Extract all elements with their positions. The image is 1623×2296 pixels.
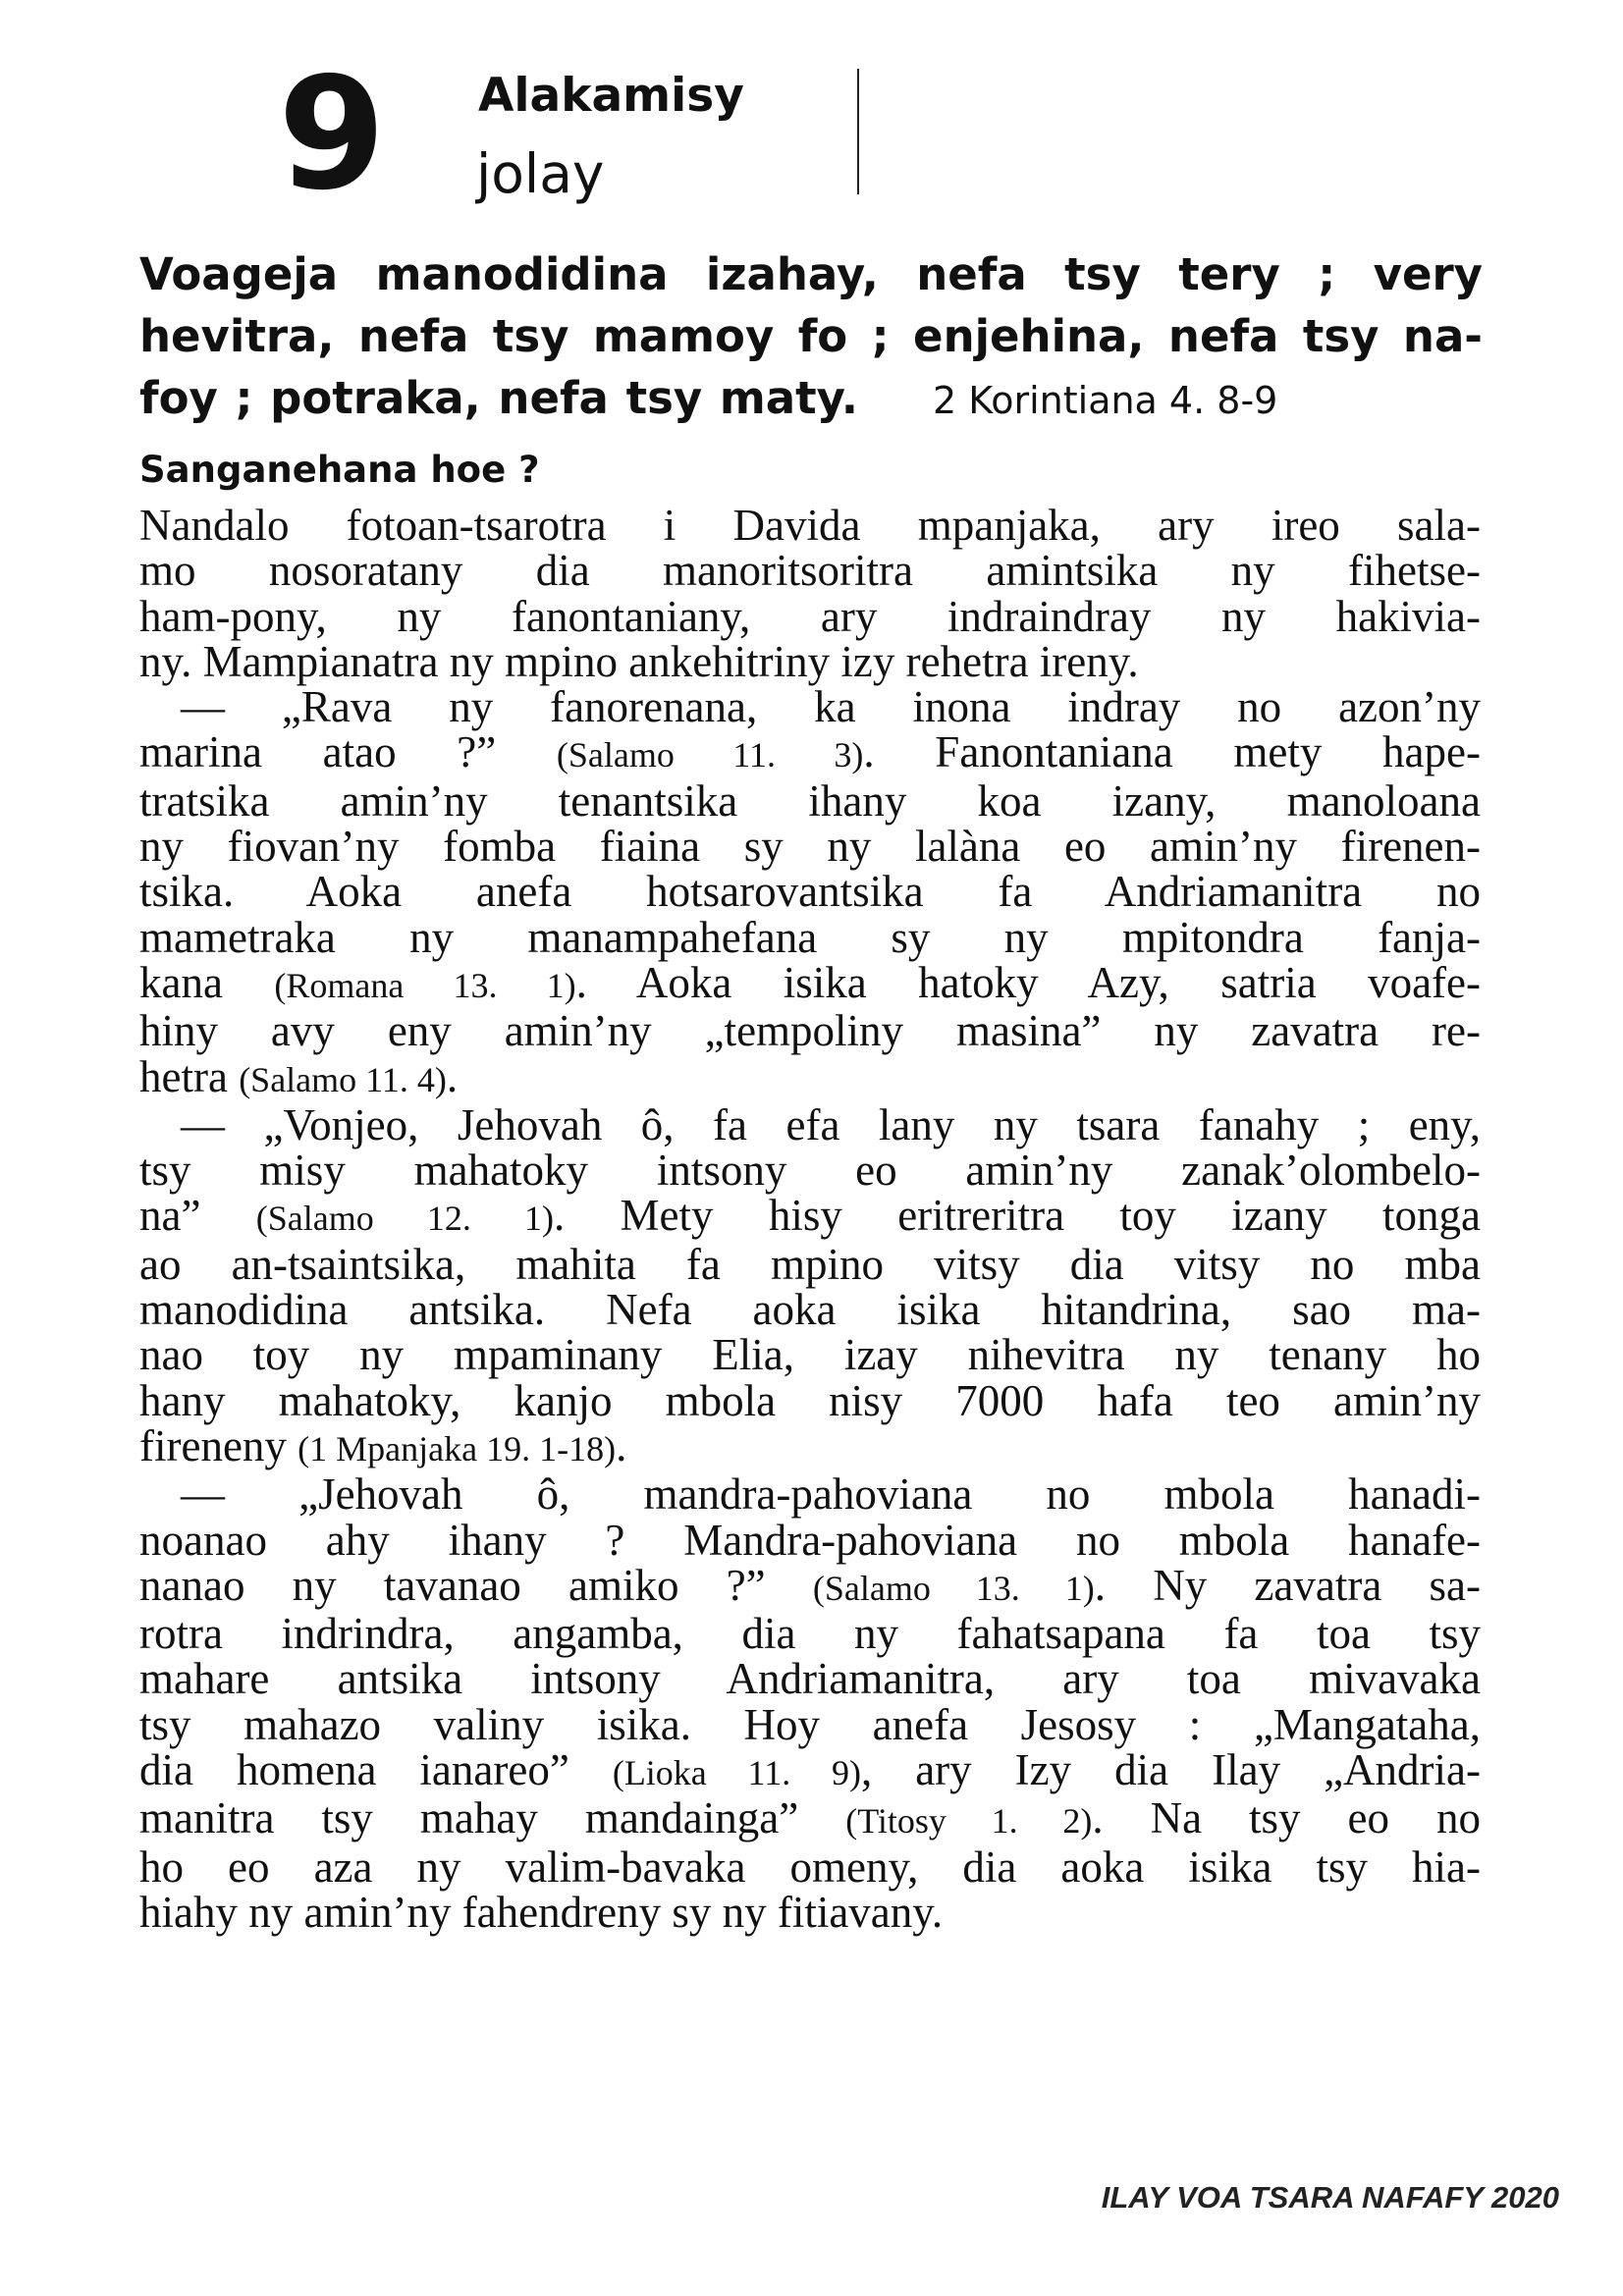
verse-line: hevitra, nefa tsy mamoy fo ; enjehina, nefa tsy na- (139, 310, 1483, 362)
body-line: hetra (Salamo 11. 4). (139, 1051, 459, 1101)
body-line: hiahy ny amin’ny fahendreny sy ny fitiavany. (139, 1887, 944, 1937)
verse-line: Voageja manodidina izahay, nefa tsy tery ; very (139, 248, 1483, 300)
scripture-reference: (Lioka 11. 9) (612, 1753, 861, 1793)
verse-block (139, 243, 1483, 429)
verse-reference: 2 Korintiana 4. 8-9 (932, 379, 1278, 422)
body-line: nanao ny tavanao amiko ?” (Salamo 13. 1). Ny zavatra sa- (139, 1560, 1481, 1610)
weekday-title: Alakamisy (478, 69, 744, 123)
body-line: tratsika amin’ny tenantsika ihany koa izany, manoloana (139, 775, 1481, 826)
body-line: ho eo aza ny valim-bavaka omeny, dia aoka isika tsy hia- (139, 1842, 1481, 1892)
scripture-reference: (1 Mpanjaka 19. 1-18) (298, 1428, 617, 1468)
verse-line (139, 367, 1483, 429)
body-line: manodidina antsika. Nefa aoka isika hitandrina, sao ma- (139, 1285, 1481, 1335)
body-line: hany mahatoky, kanjo mbola nisy 7000 hafa teo amin’ny (139, 1375, 1481, 1425)
publication-footer: ILAY VOA TSARA NAFAFY 2020 (1101, 2180, 1559, 2215)
body-line: marina atao ?” (Salamo 11. 3). Fanontaniana mety hape- (139, 727, 1481, 777)
scripture-reference: (Salamo 13. 1) (812, 1568, 1095, 1608)
body-line: ny. Mampianatra ny mpino ankehitriny izy rehetra ireny. (139, 636, 1139, 686)
scripture-reference: (Romana 13. 1) (274, 965, 576, 1005)
body-line: manitra tsy mahay mandainga” (Titosy 1. 2). Na tsy eo no (139, 1793, 1481, 1843)
body-line: tsika. Aoka anefa hotsarovantsika fa Andriamanitra no (139, 867, 1481, 917)
header-divider (857, 69, 859, 194)
body-text (139, 503, 1481, 1935)
day-number: 9 (278, 44, 384, 225)
body-line: fireneny (1 Mpanjaka 19. 1-18). (139, 1420, 627, 1470)
body-line: kana (Romana 13. 1). Aoka isika hatoky Azy, satria voafe- (139, 957, 1481, 1007)
scripture-reference: (Salamo 11. 4) (239, 1059, 447, 1099)
body-line: — „Vonjeo, Jehovah ô, fa efa lany ny tsara fanahy ; eny, (181, 1099, 1481, 1149)
body-line: noanao ahy ihany ? Mandra-pahoviana no mbola hanafe- (139, 1515, 1481, 1565)
body-line: rotra indrindra, angamba, dia ny fahatsapana fa toa tsy (139, 1609, 1481, 1659)
body-line: mahare antsika intsony Andriamanitra, ary toa mivavaka (139, 1654, 1481, 1704)
body-line: mo nosoratany dia manoritsoritra amintsika ny fihetse- (139, 546, 1481, 596)
body-line: ham-pony, ny fanontaniany, ary indraindray ny hakivia- (139, 591, 1481, 641)
body-line: tsy misy mahatoky intsony eo amin’ny zanak’olombelo- (139, 1146, 1481, 1196)
body-line: Nandalo fotoan-tsarotra i Davida mpanjaka, ary ireo sala- (139, 501, 1481, 550)
body-line: — „Jehovah ô, mandra-pahoviana no mbola hanadi- (181, 1469, 1481, 1520)
body-line: — „Rava ny fanorenana, ka inona indray no azon’ny (181, 682, 1481, 732)
month-label: jolay (476, 142, 605, 205)
verse-line-text: foy ; potraka, nefa tsy maty. (139, 372, 858, 424)
scripture-reference: (Salamo 11. 3) (556, 735, 864, 775)
section-heading: Sanganehana hoe ? (139, 449, 540, 491)
body-line: mametraka ny manampahefana sy ny mpitondra fanja- (139, 912, 1481, 962)
body-line: ny fiovan’ny fomba fiaina sy ny lalàna eo amin’ny firenen- (139, 822, 1481, 872)
body-line: nao toy ny mpaminany Elia, izay nihevitra ny tenany ho (139, 1330, 1481, 1380)
scripture-reference: (Salamo 12. 1) (255, 1199, 554, 1239)
body-line: tsy mahazo valiny isika. Hoy anefa Jesosy : „Mangataha, (139, 1699, 1481, 1749)
body-line: dia homena ianareo” (Lioka 11. 9), ary Izy dia Ilay „Andria- (139, 1745, 1481, 1795)
scripture-reference: (Titosy 1. 2) (845, 1801, 1093, 1842)
body-line: hiny avy eny amin’ny „tempoliny masina” ny zavatra re- (139, 1006, 1481, 1056)
body-line: ao an-tsaintsika, mahita fa mpino vitsy dia vitsy no mba (139, 1239, 1481, 1289)
body-line: na” (Salamo 12. 1). Mety hisy eritreritra toy izany tonga (139, 1191, 1481, 1241)
